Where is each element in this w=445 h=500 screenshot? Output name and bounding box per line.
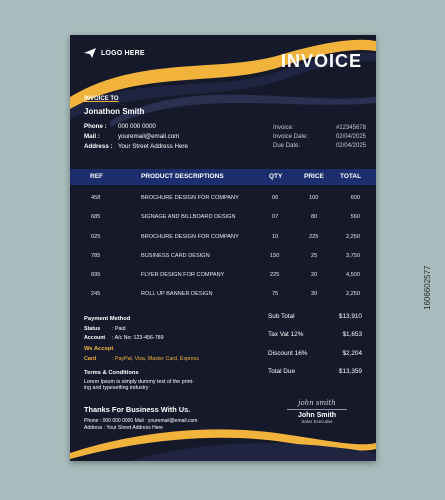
signature-script: john smith <box>298 399 336 407</box>
cell-ref: 025 <box>91 233 101 240</box>
card-key: Card <box>84 356 97 363</box>
client-contact-row <box>84 141 188 151</box>
cell-price: 20 <box>311 272 318 279</box>
cell-price: 100 <box>309 195 319 201</box>
col-price-header: PRICE <box>304 173 324 180</box>
client-contact <box>84 121 188 151</box>
table-row <box>70 208 376 227</box>
meta-key: Due Date: <box>273 142 301 149</box>
contact-key: Address : <box>84 142 113 150</box>
cell-ref: 458 <box>91 195 101 201</box>
meta-value: 02/04/2025 <box>335 133 366 140</box>
total-value: $13,359 <box>338 368 362 376</box>
payment-row <box>84 334 199 343</box>
client-contact-row <box>84 131 188 141</box>
invoice-sheet <box>70 35 376 461</box>
cell-qty: 07 <box>272 214 279 221</box>
total-row <box>268 344 362 363</box>
cell-total: 560 <box>350 214 360 221</box>
payment-value: : A/c No: 123-456-789 <box>112 334 164 341</box>
cell-price: 30 <box>311 291 318 298</box>
cell-qty: 06 <box>272 195 279 201</box>
table-row <box>70 285 376 304</box>
total-key: Discount 16% <box>268 349 308 357</box>
terms-title: Terms & Conditions <box>84 369 139 376</box>
cell-ref: 685 <box>91 214 101 221</box>
meta-value: 02/04/2025 <box>335 142 366 149</box>
signature-line <box>287 409 347 410</box>
cell-total: 3,750 <box>346 252 360 259</box>
footer-phone-mail: Phone : 000 000 0000 Mail : youremail@email.com <box>84 418 198 424</box>
signer-name: John Smith <box>297 412 337 419</box>
cell-total: 2,250 <box>346 233 360 240</box>
terms-line: ing and typesetting industry <box>84 384 149 391</box>
contact-value: 000 000 0000 <box>118 122 156 130</box>
cell-qty: 75 <box>272 291 279 298</box>
cell-qty: 225 <box>270 272 280 279</box>
card-value: : PayPal, Visa, Master Card, Express <box>112 356 200 363</box>
cell-total: 2,250 <box>346 291 360 298</box>
meta-key: Invoice: <box>273 124 294 131</box>
thanks-message: Thanks For Business With Us. <box>84 405 191 414</box>
we-accept-title: We Accept <box>84 346 114 352</box>
cell-desc: ROLL UP BANNER DESIGN <box>141 291 213 298</box>
client-name: Jonathon Smith <box>84 107 145 116</box>
invoice-meta <box>273 123 366 150</box>
invoice-to-label: INVOICE TO <box>84 96 119 102</box>
payment-value: : Paid <box>112 326 126 333</box>
terms-line: Lorem Ipsum is simply dummy text of the print- <box>84 378 194 385</box>
total-key: Total Due <box>268 368 295 376</box>
payment-row <box>84 355 199 364</box>
total-value: $13,910 <box>338 312 362 320</box>
total-value: $1,653 <box>342 331 362 339</box>
payment-section <box>84 316 199 391</box>
invoice-title: INVOICE <box>280 51 362 71</box>
contact-value: youremail@email.com <box>118 132 180 140</box>
cell-desc: BROCHURE DESIGN FOR COMPANY <box>141 233 239 240</box>
table-row <box>70 266 376 285</box>
cell-price: 25 <box>311 252 318 259</box>
total-row <box>268 326 362 345</box>
col-ref-header: REF <box>90 173 103 180</box>
cell-price: 225 <box>309 233 319 240</box>
payment-key: Account <box>84 334 106 341</box>
total-key: Tax Vat 12% <box>268 331 304 339</box>
col-total-header: TOTAL <box>340 173 362 180</box>
cell-qty: 150 <box>270 252 280 259</box>
col-qty-header: QTY <box>269 173 283 180</box>
payment-row <box>84 325 199 334</box>
bottom-wave-decoration <box>70 423 376 461</box>
col-desc-header: PRODUCT DESCRIPTIONS <box>141 173 224 180</box>
line-items <box>70 189 376 305</box>
meta-row <box>273 141 366 150</box>
meta-value: #12345678 <box>335 124 366 131</box>
meta-row <box>273 132 366 141</box>
signer-role: Sales Executive <box>301 419 333 424</box>
meta-key: Invoice Date: <box>273 133 309 140</box>
contact-key: Phone : <box>84 122 107 130</box>
client-contact-row <box>84 121 188 131</box>
signature-block <box>287 399 347 424</box>
total-row <box>268 307 362 326</box>
cell-desc: BUSINESS CARD DESIGN <box>141 252 210 259</box>
cell-qty: 10 <box>272 233 279 240</box>
cell-desc: BROCHURE DESIGN FOR COMPANY <box>141 195 239 201</box>
cell-total: 4,500 <box>346 272 360 279</box>
cell-ref: 245 <box>91 291 101 298</box>
table-row <box>70 228 376 247</box>
table-header <box>70 169 376 185</box>
payment-key: Status <box>84 326 101 333</box>
totals-section <box>268 307 362 381</box>
table-row <box>70 247 376 266</box>
side-id-text: 1606602577 <box>423 265 432 310</box>
cell-price: 80 <box>311 214 318 221</box>
cell-desc: SIGNAGE AND BILLBOARD DESIGN <box>141 214 236 221</box>
meta-row <box>273 123 366 132</box>
logo <box>84 48 145 58</box>
contact-value: Your Street Address Here <box>118 142 188 150</box>
cell-ref: 695 <box>91 272 101 279</box>
table-row <box>70 189 376 208</box>
paper-plane-icon <box>84 48 96 58</box>
payment-method-title: Payment Method <box>84 316 131 322</box>
cell-total: 600 <box>350 195 360 201</box>
total-row <box>268 363 362 382</box>
logo-text: LOGO HERE <box>101 49 145 57</box>
cell-ref: 785 <box>91 252 101 259</box>
footer-address: Address : Your Street Address Here <box>84 425 163 431</box>
total-value: $2,204 <box>342 349 362 357</box>
total-key: Sub Total <box>268 312 295 320</box>
cell-desc: FLYER DESIGN FOR COMPANY <box>141 272 225 279</box>
contact-key: Mail : <box>84 132 100 140</box>
